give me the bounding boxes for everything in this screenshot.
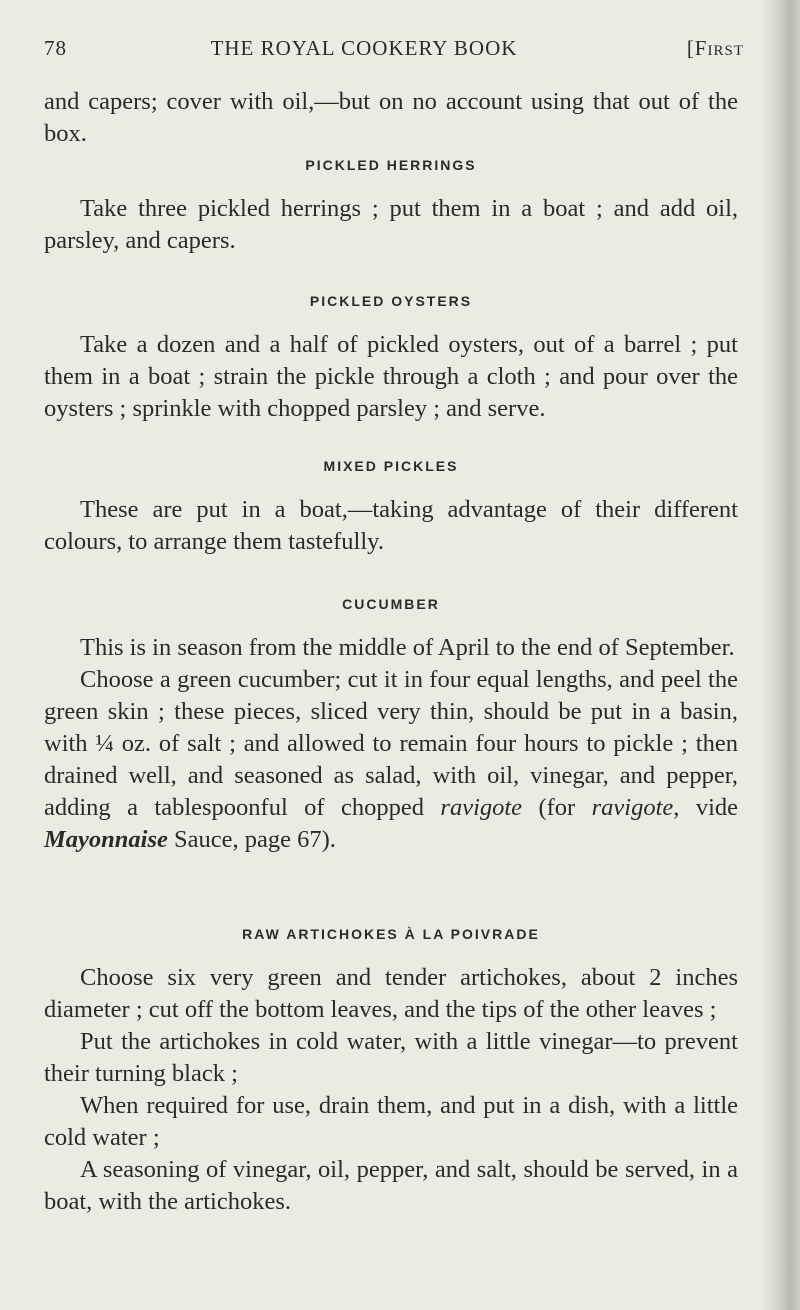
italic-term: ravigote — [440, 794, 523, 821]
paragraph: Put the artichokes in cold water, with a little vinegar—to prevent their turning black ; — [44, 1028, 738, 1087]
paragraph: Take a dozen and a half of pickled oysters, out of a barrel ; put them in a boat ; strain the pickle through a cloth ; and pour over the oysters ; sprinkle with chopped parsley ; and serve. — [44, 331, 738, 422]
paragraph — [44, 664, 738, 856]
paragraph: These are put in a boat,—taking advantage of their different colours, to arrange them tastefully. — [44, 496, 738, 555]
running-head — [44, 36, 744, 66]
intro-paragraph: and capers; cover with oil,—but on no account using that out of the box. — [44, 88, 738, 147]
text-run: , vide — [673, 794, 739, 821]
page-number: 78 — [44, 36, 67, 60]
paragraph: This is in season from the middle of April to the end of September. — [80, 634, 735, 661]
page-edge — [760, 0, 800, 1310]
intro-block — [44, 86, 738, 150]
running-title: THE ROYAL COOKERY BOOK — [210, 36, 518, 60]
text-run: Choose a green cucumber; cut it in four equal lengths, and peel the green skin ; these pieces, sliced very thin, should be put in a basin, with ¼ oz. of salt ; and allowed to remain four hours to pickle ; then drained well, and seasoned as salad, with oil, vinegar, and pepper, adding a tablespoonful of chopped — [44, 666, 738, 821]
paragraph: Take three pickled herrings ; put them in a boat ; and add oil, parsley, and capers. — [44, 195, 738, 254]
italic-term: ravigote — [591, 794, 674, 821]
section-raw-artichokes — [44, 926, 738, 1218]
paragraph: Choose six very green and tender artichokes, about 2 inches diameter ; cut off the bottom leaves, and the tips of the other leaves ; — [44, 964, 738, 1023]
part-label: [First — [686, 36, 744, 60]
paragraph: A seasoning of vinegar, oil, pepper, and salt, should be served, in a boat, with the artichokes. — [44, 1156, 738, 1215]
section-heading: CUCUMBER — [342, 596, 440, 612]
section-pickled-oysters — [44, 293, 738, 425]
section-heading: PICKLED HERRINGS — [305, 157, 477, 173]
text-run: (for — [522, 794, 592, 821]
section-heading: MIXED PICKLES — [323, 458, 459, 474]
section-heading: RAW ARTICHOKES À LA POIVRADE — [242, 926, 540, 942]
paragraph: When required for use, drain them, and put in a dish, with a little cold water ; — [44, 1092, 738, 1151]
section-mixed-pickles — [44, 458, 738, 558]
section-pickled-herrings — [44, 157, 738, 257]
text-run: Sauce, page 67). — [167, 826, 336, 853]
section-heading: PICKLED OYSTERS — [309, 293, 473, 309]
cross-reference: Mayonnaise — [44, 826, 168, 853]
section-cucumber — [44, 596, 738, 856]
